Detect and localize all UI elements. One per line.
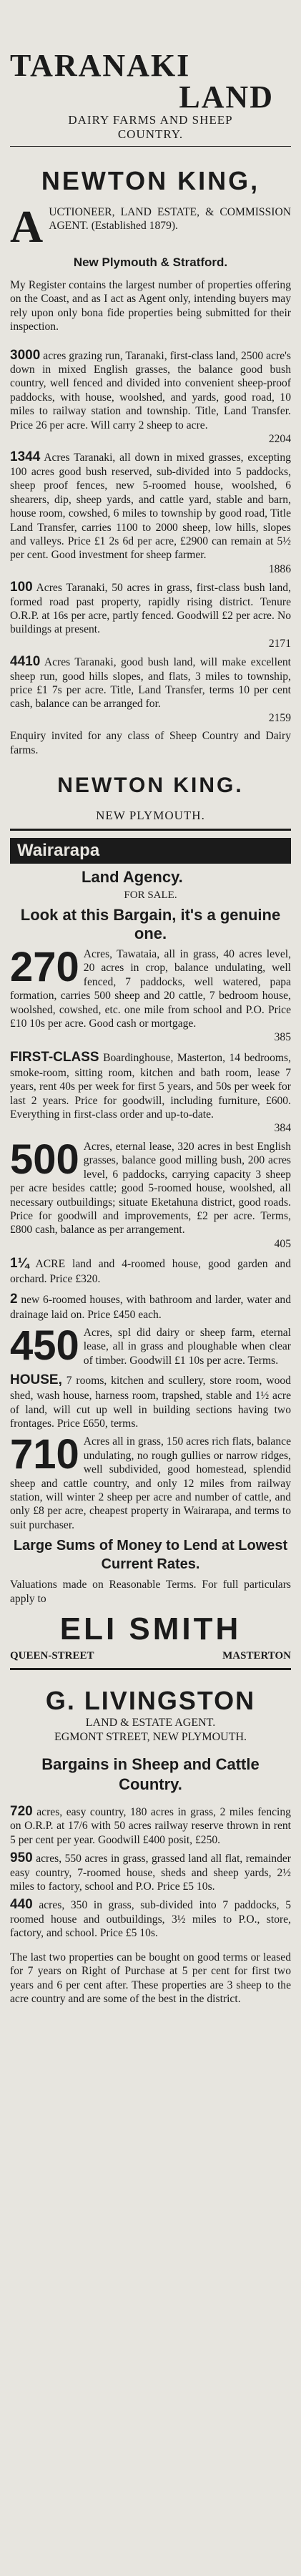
listing-ref: 2159	[268, 711, 291, 724]
listing-acres: 100	[10, 580, 33, 595]
listing-ref: 385	[274, 1031, 291, 1044]
agent-town: MASTERTON	[222, 1650, 291, 1662]
listing-ref: 2171	[268, 637, 291, 650]
agent-name: ELI SMITH	[59, 1611, 242, 1647]
listing-text: Acres Taranaki, all down in mixed grasses, excepting 100 acres good bush reserved, sub-divided into 5 paddocks, sheep proof fences, new 5-roomed house, woolshed, 6 shearers, dip, sheep yards, and cattle yard, stable and barn, house room, cowshed, 6 miles to township by good road, Title Land Transfer, carries 1100 to 2000 sheep, low hills, slopes and valleys. Price £1 2s 6d per acre, £2900 can remain at 5½ per cent. Good investment for sheep farmer.	[10, 452, 291, 562]
footer-town: NEW PLYMOUTH.	[96, 809, 205, 822]
taranaki-land-ad	[10, 50, 291, 823]
for-sale-label: FOR SALE.	[124, 889, 177, 901]
listing	[10, 348, 291, 447]
listing-acres: 4410	[10, 654, 41, 670]
listing	[10, 1255, 291, 1286]
listing-acres: 710	[10, 1431, 79, 1478]
closing-paragraph: The last two properties can be bought on good terms or leased for 7 years on Right of Purchase at 5 per cent for first two years and 6 per cent after. These properties are 3 sheep to the acre country and are some of the best in the district.	[10, 1951, 291, 2005]
listing	[10, 1372, 291, 1430]
bargains-heading: Bargains in Sheep and Cattle Country.	[41, 1755, 260, 1794]
listing	[10, 1291, 291, 1322]
listing	[10, 655, 291, 725]
listing-text: Acres, eternal lease, 320 acres in best English grasses, balance good milling bush, 200 acres level, 6 paddocks, carrying capacity 3 sheep per acre besides cattle; good 5-roomed house, woolshed, all necessary outbuildings; situate Eketahuna district, good roads. Price for goodwill and improvements, £2 per acre. Terms, £800 cash, balance as per arrangement.	[10, 1140, 291, 1236]
listing	[10, 1805, 291, 1847]
ad-subtitle-2: COUNTRY.	[117, 127, 184, 141]
section-divider	[10, 1668, 291, 1670]
agency-banner: Wairarapa	[10, 838, 291, 864]
taranaki-listings	[10, 348, 291, 726]
listing-acres: 3000	[10, 347, 41, 363]
valuations-text: Valuations made on Reasonable Terms. For full particulars apply to	[10, 1579, 291, 1605]
offices-heading: New Plymouth & Stratford.	[73, 255, 228, 269]
listing-text: Boardinghouse, Masterton, 14 bedrooms, smoke-room, sitting room, kitchen and bath room, lease 7 years, rent 40s per week for first 5 years, and 50s per week for last 2 years. Price for goodwill, including furniture, £600. Everything in first-class order and up-to-date.	[10, 1051, 291, 1121]
listing-text: Acres Taranaki, 50 acres in grass, first-class bush land, formed road past property, rapidly rising district. Tenure O.R.P. at 16s per acre, partly fenced. Goodwill £2 per acre. No buildings at present.	[10, 582, 291, 636]
listing	[10, 1851, 291, 1893]
dropcap-letter: A	[10, 201, 44, 252]
listing-text: acres, 350 in grass, sub-divided into 7 paddocks, 5 roomed house and outbuildings, 3½ miles to P.O., store, factory, and school. Price £5 10s.	[10, 1899, 291, 1940]
agency-tagline: Land Agency.	[82, 868, 183, 886]
listing-text: new 6-roomed houses, with bathroom and larder, water and drainage laid on. Price £450 each.	[10, 1293, 291, 1321]
listing-heading: HOUSE,	[10, 1372, 62, 1388]
listing	[10, 1136, 291, 1251]
listing	[10, 1049, 291, 1136]
listing	[10, 1898, 291, 1940]
enquiry-text: Enquiry invited for any class of Sheep Country and Dairy farms.	[10, 730, 291, 756]
agent-street: QUEEN-STREET	[10, 1650, 94, 1662]
agent-name: NEWTON KING,	[41, 166, 260, 195]
money-lending-heading: Large Sums of Money to Lend at Lowest Current Rates.	[13, 1538, 288, 1573]
listing	[10, 450, 291, 576]
listing-heading: FIRST-CLASS	[10, 1049, 99, 1065]
agent-address: EGMONT STREET, NEW PLYMOUTH.	[54, 1731, 247, 1744]
listing	[10, 1431, 291, 1532]
agent-name: G. LIVINGSTON	[45, 1686, 256, 1716]
listing-ref: 405	[274, 1237, 291, 1250]
listing-text: acres grazing run, Taranaki, first-class land, 2500 acre's down in mixed English grasses, the balance good bush country, well fenced and divided into convenient sheep-proof paddocks, with house, woolshed, and yards, good road, 10 miles to railway station and township. Title, Land Transfer. Price 26 per acre. Will carry 2 sheep to acre.	[10, 349, 291, 431]
auctioneer-text: UCTIONEER, LAND ESTATE, & COMMISSION AGENT. (Established 1879).	[49, 206, 291, 233]
ad-title-line2: LAND	[179, 79, 274, 114]
listing-acres: 950	[10, 1850, 33, 1866]
listing-text: Acres all in grass, 150 acres rich flats, balance undulating, no rough gullies or narrow ridges, well subdivided, good homestead, splendid sheep and cattle country, and only 12 miles from railway station, will winter 2 sheep per acre and number of cattle, and only £8 per acre, cheapest property in Wairarapa, and terms to suit purchaser.	[10, 1435, 291, 1531]
listing-acres: 1344	[10, 449, 41, 465]
divider	[10, 146, 291, 147]
listing-text: Acres, Tawataia, all in grass, 40 acres level, 20 acres in crop, balance undulating, well fenced, 7 paddocks, well watered, papa formation, carries 500 sheep and 20 cattle, 7 bedroom house, woolshed, cowshed, etc. one mile from school and P.O. Price £10 10s per acre. Good cash or mortgage.	[10, 948, 291, 1030]
listing-text: Acres, spl did dairy or sheep farm, eternal lease, all in grass and ploughable when clear of timber. Goodwill £1 10s per acre. Terms.	[83, 1326, 291, 1367]
listing-text: acres, 550 acres in grass, grassed land all flat, remainder easy country, 7-roomed house, sheds and sheep yards, 2½ miles to factory, school and P.O. Price £5 10s.	[10, 1853, 291, 1893]
listing-ref: 1886	[268, 562, 291, 575]
ad-title-line1: TARANAKI	[10, 48, 191, 83]
intro-paragraph: My Register contains the largest number of properties offering on the Coast, and as I act as Agent only, intending buyers may rely upon only bona fide properties being submitted for their inspection.	[10, 279, 291, 333]
footer-agent-name: NEWTON KING.	[57, 774, 244, 797]
section-divider	[10, 829, 291, 831]
listing-text: 7 rooms, kitchen and scullery, store room, wood shed, wash house, harness room, trapshed, stable and 1½ acre of land, will cut up well in building sections having two frontages. Price £650, terms.	[10, 1375, 291, 1430]
auctioneer-description	[10, 201, 291, 252]
listing-heading: 1¼	[10, 1256, 29, 1272]
listing-ref: 384	[274, 1122, 291, 1135]
bargain-heading: Look at this Bargain, it's a genuine one.	[20, 906, 281, 942]
newspaper-page	[6, 0, 295, 2576]
agent-address	[10, 1650, 291, 1662]
listing-acres: 270	[10, 944, 79, 990]
listing	[10, 944, 291, 1045]
listing-text: ACRE land and 4-roomed house, good garden and orchard. Price £320.	[10, 1258, 291, 1286]
agent-role: LAND & ESTATE AGENT.	[85, 1717, 216, 1729]
livingston-ad	[10, 1686, 291, 2006]
listing-heading: 2	[10, 1291, 18, 1307]
ad-subtitle-1: DAIRY FARMS AND SHEEP	[68, 113, 233, 127]
listing-text: acres, easy country, 180 acres in grass, 2 miles fencing on O.R.P. at 17/6 with 50 acres railway reserve thrown in rent 5 per cent per year. Goodwill £400 posit, £250.	[10, 1806, 291, 1846]
listing-acres: 440	[10, 1897, 33, 1913]
listing-acres: 450	[10, 1322, 79, 1369]
listing	[10, 580, 291, 650]
listing	[10, 1322, 291, 1369]
listing-text: Acres Taranaki, good bush land, will make excellent sheep run, good hills slopes, and flats, 3 miles to township, price £1 7s per acre. Title, Land Transfer, terms 10 per cent cash, balance can be arranged for.	[10, 656, 291, 711]
listing-ref: 2204	[268, 433, 291, 446]
listing-acres: 720	[10, 1804, 33, 1820]
listing-acres: 500	[10, 1136, 79, 1183]
wairarapa-ad	[10, 838, 291, 1662]
